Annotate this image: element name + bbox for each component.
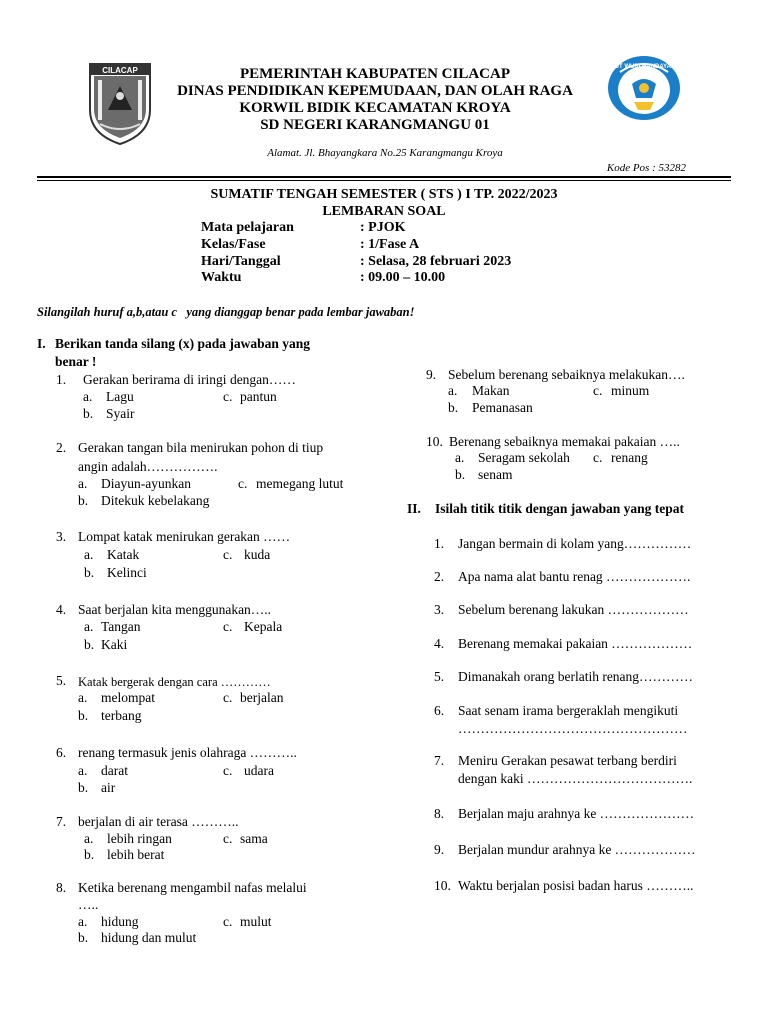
q2-option-b-label: b.	[78, 493, 89, 508]
question-7-text: berjalan di air terasa ………..	[78, 814, 239, 829]
q9-option-b-label: b.	[448, 400, 459, 415]
essay-7-number: 7.	[434, 753, 445, 768]
essay-5-text: Dimanakah orang berlatih renang…………	[458, 669, 694, 684]
q2-option-a: Diayun-ayunkan	[101, 476, 191, 491]
question-8-text-cont: …..	[78, 897, 99, 912]
essay-4-number: 4.	[434, 636, 445, 651]
q8-option-a: hidung	[101, 914, 139, 929]
q10-option-b: senam	[478, 467, 513, 482]
essay-7-text: Meniru Gerakan pesawat terbang berdiri	[458, 753, 677, 768]
essay-3-number: 3.	[434, 602, 445, 617]
question-10-number: 10.	[426, 434, 443, 449]
q10-option-c: renang	[611, 450, 648, 465]
question-3-number: 3.	[56, 529, 67, 544]
q4-option-b: Kaki	[101, 637, 128, 652]
q3-option-c-label: c.	[223, 547, 233, 562]
cilacap-logo	[86, 62, 154, 146]
q7-option-b-label: b.	[84, 847, 95, 862]
question-3-text: Lompat katak menirukan gerakan ……	[78, 529, 291, 544]
q6-option-a: darat	[101, 763, 128, 778]
question-6-number: 6.	[56, 745, 67, 760]
q10-option-a-label: a.	[455, 450, 465, 465]
q6-option-b: air	[101, 780, 116, 795]
essay-4-text: Berenang memakai pakaian ………………	[458, 636, 693, 651]
info-value-date: : Selasa, 28 februari 2023	[360, 254, 512, 269]
q4-option-a-label: a.	[84, 619, 94, 634]
q3-option-a-label: a.	[84, 547, 94, 562]
q2-option-c-label: c.	[238, 476, 248, 491]
essay-10-text: Waktu berjalan posisi badan harus ………..	[458, 878, 694, 893]
q8-option-b-label: b.	[78, 930, 89, 945]
question-8-number: 8.	[56, 880, 67, 895]
section1-roman: I.	[37, 336, 46, 351]
q1-option-a-label: a.	[83, 389, 93, 404]
q7-option-a-label: a.	[84, 831, 94, 846]
q3-option-b: Kelinci	[107, 565, 147, 580]
q8-option-c-label: c.	[223, 914, 233, 929]
q1-option-b-label: b.	[83, 406, 94, 421]
q10-option-c-label: c.	[593, 450, 603, 465]
exam-title: SUMATIF TENGAH SEMESTER ( STS ) I TP. 2022/2023	[210, 187, 558, 202]
question-5-number: 5.	[56, 673, 67, 688]
q2-option-c: memegang lutut	[256, 476, 344, 491]
essay-8-text: Berjalan maju arahnya ke …………………	[458, 806, 695, 821]
question-6-text: renang termasuk jenis olahraga ………..	[78, 745, 297, 760]
essay-1-text: Jangan bermain di kolam yang……………	[458, 536, 692, 551]
q3-option-b-label: b.	[84, 565, 95, 580]
info-value-time: : 09.00 – 10.00	[360, 270, 446, 285]
q7-option-b: lebih berat	[107, 847, 165, 862]
q9-option-c-label: c.	[593, 383, 603, 398]
q4-option-c-label: c.	[223, 619, 233, 634]
essay-6-text: Saat senam irama bergeraklah mengikuti	[458, 703, 679, 718]
section2-title: Isilah titik titik dengan jawaban yang tepat	[435, 501, 685, 516]
q5-option-c: berjalan	[240, 690, 284, 705]
q1-option-b: Syair	[106, 406, 135, 421]
q5-option-b-label: b.	[78, 708, 89, 723]
q7-option-c: sama	[240, 831, 268, 846]
q5-option-a-label: a.	[78, 690, 88, 705]
section2-roman: II.	[407, 501, 421, 516]
school-address: Alamat. Jl. Bhayangkara No.25 Karangmangu Kroya	[267, 147, 503, 159]
question-9-text: Sebelum berenang sebaiknya melakukan….	[448, 367, 685, 382]
section1-title-2: benar !	[55, 354, 97, 369]
exam-subtitle: LEMBARAN SOAL	[322, 204, 446, 219]
q8-option-c: mulut	[240, 914, 272, 929]
q9-option-a-label: a.	[448, 383, 458, 398]
q1-option-c: pantun	[240, 389, 277, 404]
header-line-4: SD NEGERI KARANGMANGU 01	[260, 117, 490, 133]
q7-option-c-label: c.	[223, 831, 233, 846]
question-1-text: Gerakan berirama di iringi dengan……	[83, 372, 296, 387]
essay-10-number: 10.	[434, 878, 451, 893]
tut-wuri-logo	[606, 54, 682, 122]
q4-option-a: Tangan	[101, 619, 141, 634]
essay-7-text-cont: dengan kaki ……………………………….	[458, 771, 693, 786]
question-2-number: 2.	[56, 440, 67, 455]
question-2-text-cont: angin adalah…………….	[78, 459, 218, 474]
question-8-text: Ketika berenang mengambil nafas melalui	[78, 880, 307, 895]
header-line-1: PEMERINTAH KABUPATEN CILACAP	[239, 66, 510, 82]
question-2-text: Gerakan tangan bila menirukan pohon di tiup	[78, 440, 324, 455]
q6-option-a-label: a.	[78, 763, 88, 778]
info-value-subject: : PJOK	[360, 220, 406, 235]
section1-title-1: Berikan tanda silang (x) pada jawaban yang	[55, 336, 311, 351]
q3-option-a: Katak	[107, 547, 140, 562]
info-key-date: Hari/Tanggal	[201, 254, 281, 269]
info-key-time: Waktu	[201, 270, 242, 285]
q9-option-c: minum	[611, 383, 650, 398]
q6-option-c-label: c.	[223, 763, 233, 778]
q1-option-a: Lagu	[106, 389, 134, 404]
q6-option-c: udara	[244, 763, 274, 778]
question-9-number: 9.	[426, 367, 437, 382]
essay-3-text: Sebelum berenang lakukan ………………	[458, 602, 689, 617]
header-divider-thin	[37, 180, 731, 181]
essay-6-text-cont: ……………………………………………	[458, 721, 688, 736]
q7-option-a: lebih ringan	[107, 831, 172, 846]
q10-option-a: Seragam sekolah	[478, 450, 570, 465]
essay-5-number: 5.	[434, 669, 445, 684]
question-10-text: Berenang sebaiknya memakai pakaian …..	[449, 434, 680, 449]
q8-option-b: hidung dan mulut	[101, 930, 197, 945]
q6-option-b-label: b.	[78, 780, 89, 795]
q9-option-a: Makan	[472, 383, 510, 398]
essay-2-text: Apa nama alat bantu renag ……………….	[458, 569, 691, 584]
header-divider	[37, 176, 731, 178]
q8-option-a-label: a.	[78, 914, 88, 929]
header-line-2: DINAS PENDIDIKAN KEPEMUDAAN, DAN OLAH RAGA	[177, 83, 573, 99]
question-1-number: 1.	[56, 372, 67, 387]
postal-code: Kode Pos : 53282	[606, 162, 686, 174]
q4-option-b-label: b.	[84, 637, 95, 652]
q10-option-b-label: b.	[455, 467, 466, 482]
q2-option-b: Ditekuk kebelakang	[101, 493, 210, 508]
q5-option-b: terbang	[101, 708, 142, 723]
essay-2-number: 2.	[434, 569, 445, 584]
essay-6-number: 6.	[434, 703, 445, 718]
info-key-subject: Mata pelajaran	[201, 220, 294, 235]
instruction: Silangilah huruf a,b,atau c yang dianggap benar pada lembar jawaban!	[37, 305, 415, 319]
question-4-number: 4.	[56, 602, 67, 617]
essay-9-text: Berjalan mundur arahnya ke ………………	[458, 842, 696, 857]
question-7-number: 7.	[56, 814, 67, 829]
essay-8-number: 8.	[434, 806, 445, 821]
header-line-3: KORWIL BIDIK KECAMATAN KROYA	[239, 100, 511, 116]
question-4-text: Saat berjalan kita menggunakan…..	[78, 602, 272, 617]
q3-option-c: kuda	[244, 547, 271, 562]
q4-option-c: Kepala	[244, 619, 283, 634]
q9-option-b: Pemanasan	[472, 400, 533, 415]
info-value-class: : 1/Fase A	[360, 237, 420, 252]
question-5-text: Katak bergerak dengan cara …………	[78, 675, 271, 689]
q2-option-a-label: a.	[78, 476, 88, 491]
q5-option-c-label: c.	[223, 690, 233, 705]
q5-option-a: melompat	[101, 690, 155, 705]
info-key-class: Kelas/Fase	[201, 237, 266, 252]
essay-1-number: 1.	[434, 536, 445, 551]
essay-9-number: 9.	[434, 842, 445, 857]
cilacap-logo-text: CILACAP	[102, 66, 138, 75]
q1-option-c-label: c.	[223, 389, 233, 404]
tut-wuri-logo-text: TUT WURI HANDAYANI	[611, 64, 677, 70]
